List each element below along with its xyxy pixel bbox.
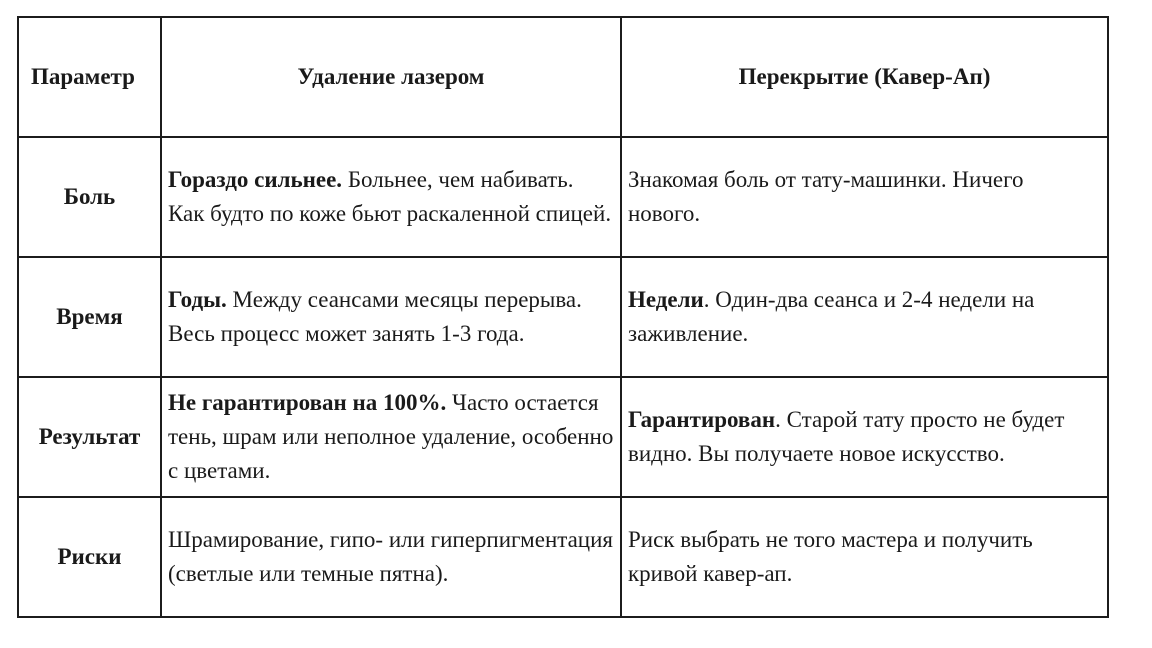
cover-cell-bold: Недели	[628, 287, 704, 312]
row-parameter: Результат	[18, 377, 161, 497]
table-row	[18, 497, 1108, 617]
header-cover-up: Перекрытие (Кавер-Ап)	[621, 17, 1108, 137]
laser-cell	[161, 497, 621, 617]
row-parameter: Время	[18, 257, 161, 377]
header-laser-removal: Удаление лазером	[161, 17, 621, 137]
cover-cell-bold: Гарантирован	[628, 407, 776, 432]
row-parameter: Боль	[18, 137, 161, 257]
laser-cell-text: Между сеансами месяцы перерыва. Весь процесс может занять 1-3 года.	[168, 287, 582, 346]
cover-cell	[621, 137, 1108, 257]
cover-cell	[621, 377, 1108, 497]
laser-cell	[161, 137, 621, 257]
table-row	[18, 257, 1108, 377]
header-row	[18, 17, 1108, 137]
cover-cell	[621, 497, 1108, 617]
row-parameter: Риски	[18, 497, 161, 617]
laser-cell-bold: Годы.	[168, 287, 227, 312]
laser-cell-text: Шрамирование, гипо- или гиперпигментация (светлые или темные пятна).	[168, 527, 613, 586]
cover-cell-text: Знакомая боль от тату-машинки. Ничего нового.	[628, 167, 1024, 226]
cover-cell	[621, 257, 1108, 377]
laser-cell-text: Часто остается тень, шрам или неполное удаление, особенно с цветами.	[168, 390, 614, 483]
laser-cell-bold: Не гарантирован на 100%.	[168, 390, 447, 415]
cover-cell-text: . Один-два сеанса и 2-4 недели на заживление.	[628, 287, 1035, 346]
laser-cell	[161, 377, 621, 497]
laser-cell	[161, 257, 621, 377]
cover-cell-text: . Старой тату просто не будет видно. Вы получаете новое искусство.	[628, 407, 1065, 466]
cover-cell-text: Риск выбрать не того мастера и получить кривой кавер-ап.	[628, 527, 1033, 586]
laser-cell-bold: Гораздо сильнее.	[168, 167, 343, 192]
header-parameter: Параметр	[18, 17, 161, 137]
table-row	[18, 377, 1108, 497]
comparison-table	[17, 16, 1109, 618]
laser-cell-text: Больнее, чем набивать. Как будто по коже бьют раскаленной спицей.	[168, 167, 612, 226]
table-row	[18, 137, 1108, 257]
